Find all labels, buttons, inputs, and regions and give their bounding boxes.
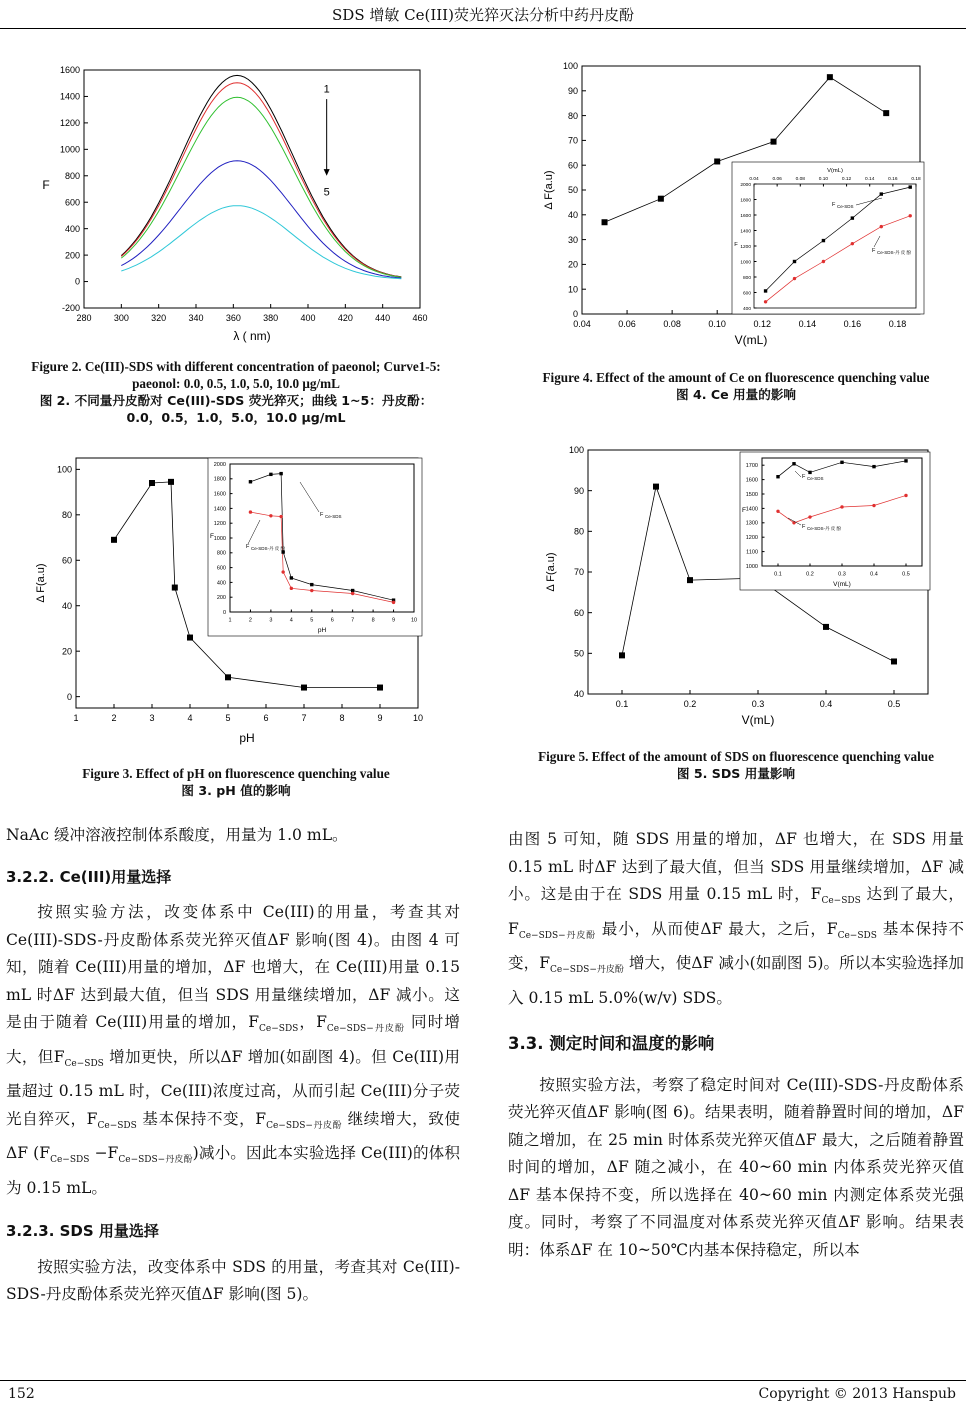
fig5-inset-axis-y-tick-label: 1400 <box>745 506 758 513</box>
figure-3-caption-zh: 图 3. pH 值的影响 <box>181 783 291 798</box>
fig5-series-point <box>687 577 693 583</box>
inset-y-label: F <box>210 533 214 540</box>
inset-series-ce-sds-point <box>808 471 811 474</box>
fig2-axis-y-tick-label: -200 <box>61 303 80 314</box>
left-column <box>6 822 460 1309</box>
fig3-inset-label-ce-sds-sub: Ce-SDS <box>325 514 342 519</box>
fig4-series-point <box>602 219 608 225</box>
fig3-axis-x-tick-label: 6 <box>263 713 269 723</box>
fig5-inset-axis-y-tick-label: 1000 <box>745 563 758 570</box>
running-header: SDS 增敏 Ce(III)荧光猝灭法分析中药丹皮酚 <box>332 6 634 24</box>
fig5-series-point <box>619 652 625 658</box>
fig2-axis-x-tick-label: 380 <box>263 313 279 323</box>
fig3-axis-x-tick-label: 1 <box>73 713 79 723</box>
fig5-axis-x-tick-label: 0.1 <box>615 699 629 709</box>
fig3-axis-x-tick-label: 5 <box>225 713 231 723</box>
fig4-axis-y-tick-label: 60 <box>567 160 578 171</box>
fig3-axis-y-tick-label: 80 <box>61 509 72 520</box>
fig2-axis-x-tick-label: 460 <box>412 313 428 323</box>
fig2-y-label: F <box>42 178 50 192</box>
figure-3-chart <box>28 452 448 752</box>
fig4-inset-label-ce-sds-paeonol-sub: Ce-SDS-丹 皮 酚 <box>877 250 912 255</box>
inset-series-ce-sds-paeonol-point <box>840 505 843 508</box>
fig3-inset-axis-y-tick-label: 1600 <box>213 491 226 498</box>
fig5-inset-axis-x-tick-label: 0.2 <box>806 571 814 578</box>
inset-series-ce-sds-point <box>269 473 272 476</box>
figure-2-chart <box>22 58 442 350</box>
page-number: 152 <box>8 1386 35 1402</box>
fig4-series-point <box>714 158 720 164</box>
fig4-inset-ce-sds-point <box>822 239 825 242</box>
fig4-inset-x-tick-label: 0.16 <box>888 177 898 182</box>
figure-2-caption-zh2: 0.0，0.5，1.0，5.0，10.0 μg/mL <box>126 410 346 425</box>
fig5-y-label: Δ F(a.u) <box>545 552 557 592</box>
fig2-axis-x-tick-label: 400 <box>300 313 316 323</box>
fig2-x-label: λ ( nm) <box>233 329 271 343</box>
fig2-curve-2 <box>121 83 401 277</box>
fig3-inset-axis-y-tick-label: 200 <box>216 595 226 602</box>
inset-series-ce-sds-paeonol-point <box>249 510 252 513</box>
fig5-inset-axis-y-tick-label: 1500 <box>745 491 758 498</box>
fig3-inset-label-ce-sds-paeonol: F <box>246 544 250 550</box>
fig5-inset-axis-x-tick-label: 0.3 <box>838 571 846 578</box>
fig4-series-point <box>771 139 777 145</box>
inset-series-ce-sds-point <box>872 465 875 468</box>
figure-5-caption <box>508 748 964 782</box>
fig4-series-point <box>883 110 889 116</box>
fig2-arrow-label-bottom: 5 <box>323 186 330 199</box>
inset-series-ce-sds-point <box>840 461 843 464</box>
figure-2-caption <box>6 358 466 426</box>
fig5-axis-x-tick-label: 0.5 <box>887 699 901 709</box>
fig3-series-point <box>225 674 231 680</box>
fig4-axis-x-tick-label: 0.10 <box>708 319 726 329</box>
fig3-inset-label-ce-sds: F <box>320 512 324 518</box>
fig4-axis-y-tick-label: 90 <box>567 85 578 96</box>
inset-series-ce-sds-point <box>792 462 795 465</box>
inset-series-ce-sds-point <box>290 576 293 579</box>
inset-series-ce-sds-point <box>249 480 252 483</box>
fig2-axis-x-tick-label: 360 <box>225 313 241 323</box>
fig5-axis-x-tick-label: 0.4 <box>819 699 833 709</box>
figure-3-caption <box>6 765 466 799</box>
figure-2-caption-en: Figure 2. Ce(III)-SDS with different concentration of paeonol; Curve1-5: paeonol: 0.0, 0.5, 1.0, 5.0, 10.0 μg/mL <box>31 359 441 391</box>
fig2-axis-x-tick-label: 320 <box>151 313 167 323</box>
fig2-axis-y-tick-label: 400 <box>64 223 80 234</box>
fig3-inset-axis-x-tick-label: 7 <box>351 617 355 624</box>
fig4-axis-x-tick-label: 0.18 <box>888 319 907 329</box>
left-paragraph-3: 按照实验方法，改变体系中 SDS 的用量，考查其对 Ce(III)-SDS-丹皮酚体系荧光猝灭值ΔF 影响(图 5)。 <box>6 1257 460 1304</box>
fig4-inset-ce-sds-point <box>880 192 883 195</box>
fig3-inset-axis-y-tick-label: 400 <box>216 580 226 587</box>
fig5-inset-axis-y-tick-label: 1600 <box>745 477 758 484</box>
fig5-x-label: V(mL) <box>741 713 775 727</box>
fig4-inset-ce-sds-paeonol-point <box>822 260 825 263</box>
fig3-series-point <box>172 585 178 591</box>
fig4-inset-ce-sds-paeonol-point <box>793 277 796 280</box>
fig3-series-point <box>168 479 174 485</box>
fig2-axis-y-tick-label: 600 <box>64 197 80 208</box>
fig3-axis-y-tick-label: 40 <box>61 600 72 611</box>
fig4-axis-y-tick-label: 30 <box>567 234 578 245</box>
figure-4-caption-zh: 图 4. Ce 用量的影响 <box>675 387 797 402</box>
fig4-inset-ce-sds-paeonol-point <box>880 225 883 228</box>
figure-3-caption-en: Figure 3. Effect of pH on fluorescence quenching value <box>82 766 390 781</box>
fig5-inset-axis-y-tick-label: 1300 <box>745 520 758 527</box>
fig2-axis-x-tick-label: 340 <box>188 313 204 323</box>
inset-series-ce-sds-paeonol-point <box>279 515 282 518</box>
fig5-inset-axis-y-tick-label: 1200 <box>745 535 758 542</box>
fig2-axis-y-tick-label: 1600 <box>59 65 80 76</box>
inset-series-ce-sds-paeonol-point <box>392 601 395 604</box>
fig5-axis-y-tick-label: 100 <box>568 446 584 456</box>
fig2-axis-y-tick-label: 200 <box>64 250 80 261</box>
fig2-axis-x-tick-label: 420 <box>337 313 353 323</box>
fig4-inset-label-ce-sds: F <box>832 202 836 208</box>
fig3-inset-label-ce-sds-paeonol-sub: Ce-SDS-丹 皮 酚 <box>251 546 286 551</box>
fig5-series-point <box>823 624 829 630</box>
fig5-inset-axis-x-tick-label: 0.1 <box>774 571 782 578</box>
fig4-inset-label-ce-sds-sub: Ce-SDS <box>837 204 854 209</box>
fig5-axis-y-tick-label: 50 <box>573 648 584 659</box>
inset-series-ce-sds-point <box>776 475 779 478</box>
right-paragraph-2: 按照实验方法，考察了稳定时间对 Ce(III)-SDS-丹皮酚体系荧光猝灭值ΔF 影响(图 6)。结果表明，随着静置时间的增加，ΔF 随之增加，在 25 min 时体系荧光猝灭值ΔF 最大，之后随着静置时间的增加，ΔF 随之减小，在 40~60 min 内体系荧光猝灭值ΔF 基本保持不变，所以选择在 40~60 min 内测定体系荧光强度。同时，考察了不同温度对体系荧光猝灭值ΔF 影响。结果表明：体系ΔF 在 10~50℃内基本保持稳定，所以本 <box>508 1075 964 1259</box>
fig4-axis-y-tick-label: 10 <box>567 284 578 295</box>
fig3-inset-axis-y-tick-label: 0 <box>222 609 226 616</box>
fig4-axis-x-tick-label: 0.16 <box>843 319 862 329</box>
fig3-series-point <box>187 635 193 641</box>
fig4-inset-ce-sds-paeonol-point <box>764 300 767 303</box>
fig3-inset-axis-x-tick-label: 1 <box>228 617 232 624</box>
fig2-axis-x-tick-label: 440 <box>375 313 391 323</box>
fig4-inset-y-tick-label: 400 <box>742 307 751 312</box>
fig3-axis-x-tick-label: 3 <box>149 713 155 723</box>
section-3-3-heading: 3.3. 测定时间和温度的影响 <box>508 1034 715 1054</box>
fig3-inset-axis-y-tick-label: 1400 <box>213 506 226 513</box>
inset-series-ce-sds-point <box>279 472 282 475</box>
fig4-inset-y-tick-label: 1000 <box>740 260 751 266</box>
fig4-axis-y-tick-label: 100 <box>562 61 578 72</box>
fig3-axis-x-tick-label: 9 <box>377 713 383 723</box>
inset-series-ce-sds-paeonol-point <box>269 514 272 517</box>
fig4-inset-y-tick-label: 1800 <box>740 198 751 204</box>
fig4-inset-ce-sds-paeonol-point <box>851 242 854 245</box>
fig5-inset-axis-y-tick-label: 1700 <box>745 463 758 470</box>
fig3-inset-axis-y-tick-label: 1200 <box>213 521 226 528</box>
figure-2-caption-zh1: 图 2. 不同量丹皮酚对 Ce(III)-SDS 荧光猝灭；曲线 1~5：丹皮酚： <box>39 393 433 408</box>
fig3-series-point <box>149 480 155 486</box>
fig3-inset-axis-y-tick-label: 2000 <box>213 461 226 468</box>
figure-5-caption-zh: 图 5. SDS 用量影响 <box>676 766 796 781</box>
fig2-arrow-head <box>324 169 330 176</box>
fig3-axis-y-tick-label: 60 <box>61 555 72 566</box>
fig5-axis-y-tick-label: 80 <box>573 526 584 537</box>
fig3-x-label: pH <box>239 731 255 745</box>
fig2-axis-y-tick-label: 1000 <box>59 144 80 155</box>
fig3-axis-y-tick-label: 0 <box>66 691 72 702</box>
figure-4-chart <box>540 56 940 356</box>
fig4-series-point <box>658 196 664 202</box>
fig2-axis-x-tick-label: 280 <box>76 313 92 323</box>
fig4-axis-x-tick-label: 0.06 <box>618 319 636 329</box>
inset-series-ce-sds-paeonol-point <box>281 570 284 573</box>
fig4-axis-y-tick-label: 0 <box>572 309 578 320</box>
fig3-inset-axis-x-tick-label: 4 <box>289 617 293 624</box>
fig4-axis-y-tick-label: 20 <box>567 259 578 270</box>
fig3-inset-axis-x-tick-label: 9 <box>392 617 396 624</box>
fig3-inset-axis-y-tick-label: 1000 <box>213 535 226 542</box>
fig4-inset-ce-sds-point <box>793 260 796 263</box>
fig3-inset-axis-x-tick-label: 10 <box>410 617 418 624</box>
fig2-axis-x-tick-label: 300 <box>113 313 129 323</box>
fig5-inset-label-ce-sds-sub: Ce-SDS <box>807 476 824 481</box>
figure-4-caption <box>508 369 964 403</box>
inset-y-label: F <box>742 507 746 514</box>
figure-4-caption-en: Figure 4. Effect of the amount of Ce on fluorescence quenching value <box>542 370 930 385</box>
fig5-inset-axis-y-tick-label: 1100 <box>746 549 758 556</box>
figure-5-chart <box>540 446 940 738</box>
fig4-series-point <box>827 74 833 80</box>
fig3-series-point <box>111 537 117 543</box>
inset-series-ce-sds-point <box>310 583 313 586</box>
fig4-inset-x-tick-label: 0.10 <box>818 177 829 182</box>
inset-series-ce-sds-paeonol-point <box>310 589 313 592</box>
fig5-series-point <box>653 484 659 490</box>
fig3-inset-axis-y-tick-label: 600 <box>216 565 226 572</box>
fig3-series-point <box>377 685 383 691</box>
fig5-axis-y-tick-label: 70 <box>573 567 584 578</box>
fig4-axis-y-tick-label: 70 <box>567 135 578 146</box>
fig4-inset-ce-sds-paeonol-point <box>909 214 912 217</box>
fig4-inset-y-tick-label: 800 <box>742 276 751 281</box>
fig4-inset-x-tick-label: 0.12 <box>841 177 852 182</box>
inset-series-ce-sds-paeonol-point <box>808 515 811 518</box>
fig4-inset-y-tick-label: 600 <box>742 291 751 297</box>
fig4-inset-panel <box>732 162 924 314</box>
fig4-inset-ce-sds-point <box>909 185 912 188</box>
fig2-arrow-label-top: 1 <box>323 83 330 96</box>
fig3-inset-axis-x-tick-label: 3 <box>269 617 273 624</box>
fig3-axis-x-tick-label: 4 <box>187 713 193 723</box>
fig3-axis-x-tick-label: 2 <box>111 713 117 723</box>
fig2-curve-1 <box>121 75 401 277</box>
fig5-axis-x-tick-label: 0.2 <box>683 699 697 709</box>
fig5-series-point <box>891 658 897 664</box>
inset-series-ce-sds-paeonol-point <box>290 587 293 590</box>
fig4-inset-label-ce-sds-paeonol: F <box>872 248 876 254</box>
inset-series-ce-sds-point <box>351 589 354 592</box>
fig5-axis-y-tick-label: 40 <box>573 689 584 700</box>
inset-panel <box>740 452 930 590</box>
fig4-inset-ce-sds-point <box>764 289 767 292</box>
inset-x-label: V(mL) <box>833 581 851 588</box>
inset-series-ce-sds-paeonol-point <box>872 504 875 507</box>
fig4-axis-y-tick-label: 40 <box>567 209 578 220</box>
fig4-axis-y-tick-label: 50 <box>567 185 578 196</box>
fig3-inset-axis-x-tick-label: 8 <box>371 617 375 624</box>
fig4-axis-x-tick-label: 0.14 <box>798 319 817 329</box>
fig3-axis-y-tick-label: 20 <box>61 646 72 657</box>
fig4-inset-x-tick-label: 0.04 <box>749 177 759 182</box>
fig4-axis-x-tick-label: 0.12 <box>753 319 772 329</box>
fig3-axis-x-tick-label: 8 <box>339 713 345 723</box>
section-3-2-3-heading: 3.2.3. SDS 用量选择 <box>6 1222 159 1241</box>
fig3-inset-axis-x-tick-label: 2 <box>248 617 252 624</box>
fig4-y-label: Δ F(a.u) <box>543 170 555 210</box>
fig3-inset-axis-y-tick-label: 800 <box>216 550 226 557</box>
fig2-axis-y-tick-label: 800 <box>64 170 80 181</box>
fig4-inset-x-tick-label: 0.06 <box>772 177 782 182</box>
fig5-inset-label-ce-sds: F <box>802 474 806 480</box>
fig5-inset-axis-x-tick-label: 0.4 <box>870 571 878 578</box>
fig2-axis-y-tick-label: 1400 <box>59 91 80 102</box>
fig4-inset-y-tick-label: 2000 <box>740 183 751 188</box>
left-paragraph-2: 按照实验方法，改变体系中 Ce(III)的用量，考查其对 Ce(III)-SDS-丹皮酚体系荧光猝灭值ΔF 影响(图 4)。由图 4 可知，随着 Ce(III)用量的增加，ΔF 也增大，在 Ce(III)用量 0.15 mL 时ΔF 达到最大值，但当 SDS 用量继续增加，ΔF 减小。这是由于随着 Ce(III)用量的增加，$F_{Ce-SDS}$，$F_{Ce-SDS-丹皮酚}$ 同时增大，但$F_{Ce-SDS}$ 增加更快，所以ΔF 增加(如副图 4)。但 Ce(III)用量超过 0.15 mL 时，Ce(III)浓度过高，从而引起 Ce(III)分子荧光自猝灭，$F_{Ce-SDS}$ 基本保持不变，$F_{Ce-SDS-丹皮酚}$ 继续增大，致使ΔF $(F_{Ce-SDS} -F_{Ce-SDS-丹皮酚})$减小。因此本实验选择 Ce(III)的体积为 0.15 mL。 <box>6 903 460 1197</box>
fig4-inset-x-tick-label: 0.08 <box>795 177 805 182</box>
fig3-series-point <box>301 685 307 691</box>
fig4-inset-y-tick-label: 1600 <box>740 214 751 219</box>
fig3-axis-y-tick-label: 100 <box>56 464 72 475</box>
fig3-axis-x-tick-label: 7 <box>301 713 307 723</box>
fig2-axis-y-tick-label: 0 <box>74 276 80 287</box>
fig4-inset-y-tick-label: 1200 <box>740 245 751 250</box>
footer-rule <box>0 1380 966 1381</box>
left-paragraph-1: NaAc 缓冲溶液控制体系酸度，用量为 1.0 mL。 <box>6 826 348 844</box>
inset-series-ce-sds-paeonol-point <box>904 494 907 497</box>
fig3-y-label: Δ F(a.u) <box>35 563 47 603</box>
fig5-axis-y-tick-label: 90 <box>573 485 584 496</box>
fig3-inset-axis-x-tick-label: 5 <box>310 617 314 624</box>
section-3-2-2-heading: 3.2.2. Ce(III)用量选择 <box>6 867 172 886</box>
inset-series-ce-sds-point <box>904 459 907 462</box>
fig4-inset-x-tick-label: 0.14 <box>865 177 875 182</box>
fig4-inset-y-tick-label: 1400 <box>740 229 751 235</box>
fig4-inset-x-label: V(mL) <box>827 168 843 174</box>
fig5-inset-label-ce-sds-paeonol: F <box>802 524 806 530</box>
fig5-inset-axis-x-tick-label: 0.5 <box>902 571 910 578</box>
fig5-inset-label-ce-sds-paeonol-sub: Ce-SDS-丹 皮 酚 <box>807 526 842 531</box>
fig4-inset-x-tick-label: 0.18 <box>911 177 921 182</box>
fig4-inset-ce-sds-point <box>851 216 854 219</box>
figure-5-caption-en: Figure 5. Effect of the amount of SDS on fluorescence quenching value <box>538 749 934 764</box>
fig4-x-label: V(mL) <box>734 333 768 347</box>
fig3-inset-axis-y-tick-label: 1800 <box>213 476 226 483</box>
copyright: Copyright © 2013 Hanspub <box>758 1386 956 1402</box>
fig3-axis-x-tick-label: 10 <box>412 713 424 723</box>
inset-series-ce-sds-paeonol-point <box>776 510 779 513</box>
fig5-axis-x-tick-label: 0.3 <box>751 699 765 709</box>
fig2-curve-3 <box>121 97 401 277</box>
fig4-inset-y-label: F <box>734 242 738 248</box>
fig2-curve-5 <box>121 206 401 279</box>
fig4-axis-x-tick-label: 0.08 <box>663 319 681 329</box>
fig4-axis-x-tick-label: 0.04 <box>573 319 591 329</box>
right-paragraph-1: 由图 5 可知，随 SDS 用量的增加，ΔF 也增大，在 SDS 用量 0.15 mL 时ΔF 达到了最大值，但当 SDS 用量继续增加，ΔF 减小。这是由于在 SDS 用量 0.15 mL 时，$F_{Ce-SDS}$ 达到了最大，$F_{Ce-SDS-丹皮酚}$ 最小，从而使ΔF 最大，之后，$F_{Ce-SDS}$ 基本保持不变，$F_{Ce-SDS-丹皮酚}$ 增大，使ΔF 减小(如副图 5)。所以本实验选择加入 0.15 mL 5.0%(w/v) SDS。 <box>508 830 964 1007</box>
fig3-inset-axis-x-tick-label: 6 <box>330 617 334 624</box>
fig5-axis-y-tick-label: 60 <box>573 607 584 618</box>
inset-panel <box>208 458 422 636</box>
header-rule <box>0 28 966 29</box>
right-column <box>508 826 964 1264</box>
inset-x-label: pH <box>317 627 327 634</box>
fig2-axis-y-tick-label: 1200 <box>59 118 80 129</box>
inset-series-ce-sds-paeonol-point <box>351 592 354 595</box>
fig4-axis-y-tick-label: 80 <box>567 110 578 121</box>
